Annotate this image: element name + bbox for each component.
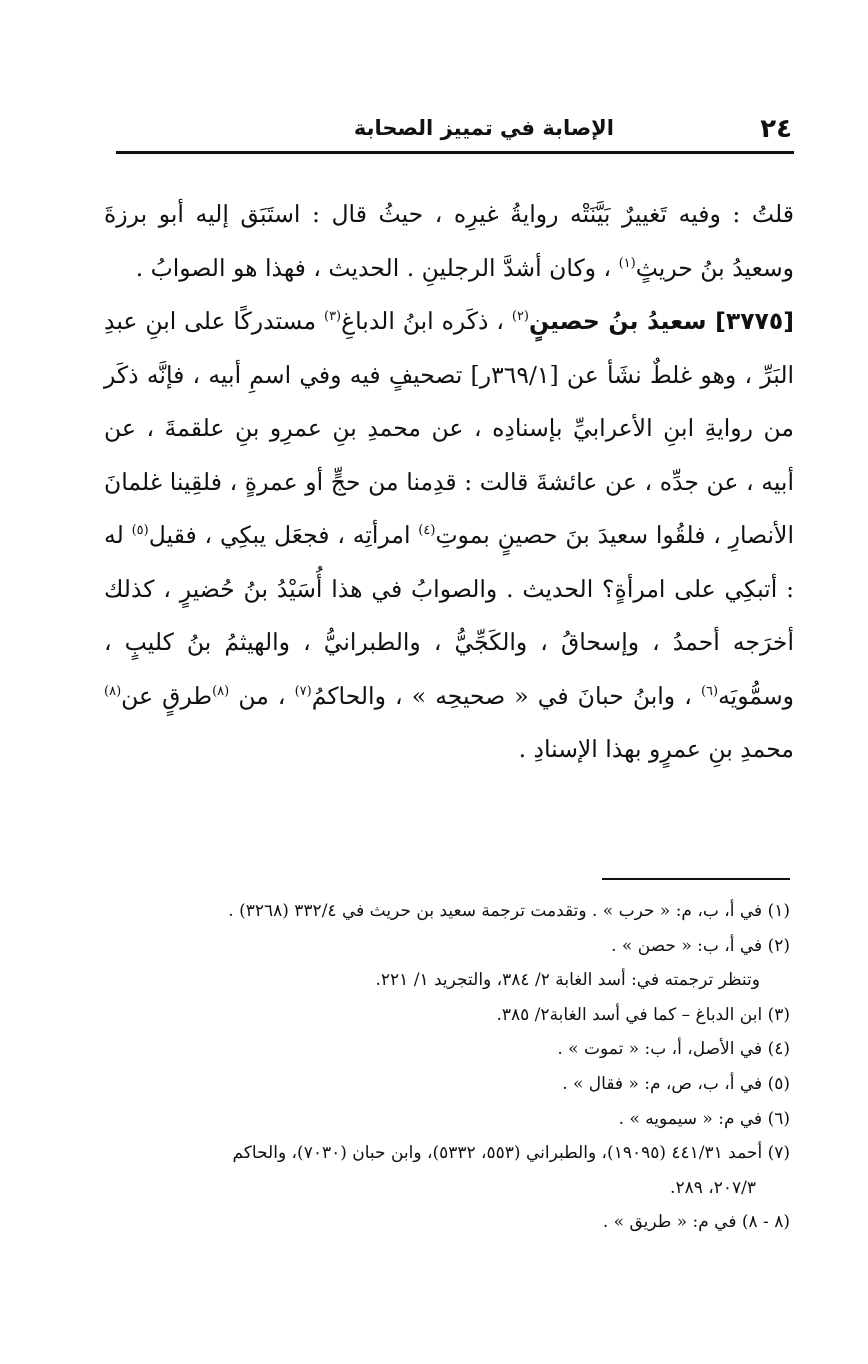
footnote-2-continuation: وتنظر ترجمته في: أسد الغابة ٢/ ٣٨٤، والتجريد ١/ ٢٢١. <box>375 970 760 991</box>
entry-text-5: ، وابنُ حبانَ في « صحيحِه » ، والحاكمُ <box>311 681 692 710</box>
entry-text-7: طرقٍ عن <box>121 681 213 710</box>
entry-heading: [٣٧٧٥] سعيدُ بنُ حصينٍ <box>529 307 794 335</box>
footnote-ref-3: (٣) <box>323 309 342 325</box>
page-number: ٢٤ <box>760 114 792 144</box>
footnote-8: (٨ - ٨) في م: « طريق » . <box>602 1212 790 1233</box>
footnote-ref-8-end: (٨) <box>104 683 122 699</box>
footnote-ref-8-start: (٨) <box>212 683 230 699</box>
paragraph-1 <box>104 188 794 295</box>
header-rule <box>116 151 794 154</box>
footnote-3: (٣) ابن الدباغ – كما في أسد الغابة٢/ ٣٨٥. <box>496 1004 790 1025</box>
footnote-1: (١) في أ، ب، م: « حرب » . وتقدمت ترجمة سعيد بن حريث في ٣٣٢/٤ (٣٢٦٨) . <box>228 901 790 921</box>
footnote-6: (٦) في م: « سيمويه » . <box>618 1108 790 1129</box>
footnote-ref-2: (٢) <box>511 309 529 325</box>
entry-text-2: مستدركًا على ابنِ عبدِ البَرِّ ، وهو غلطٌ نشَأ عن [٣٦٩/١ر] تصحيفٍ فيه وفي اسمِ أبيه ، فإنَّه ذكَر من روايةِ ابنِ الأعرابيِّ بإسنادِه ، عن محمدِ بنِ عمرِو بنِ علقمةَ ، عن أبيه ، عن جدِّه ، عن عائشةَ قالت : قدِمنا من حجٍّ أو عمرةٍ ، فلقِينا غلمانَ الأنصارِ ، فلقُوا سعيدَ بنَ حصينٍ بموتِ <box>104 307 795 549</box>
footnote-ref-4: (٤) <box>418 523 436 539</box>
entry-text-6: ، من <box>238 681 286 710</box>
footnote-7-continuation: ٢٠٧/٣، ٢٨٩. <box>670 1177 756 1198</box>
entry-text-1: ، ذكَره ابنُ الدباغِ <box>341 307 504 335</box>
footnote-4: (٤) في الأصل، أ، ب: « تموت » . <box>557 1039 790 1060</box>
page-header <box>118 112 794 152</box>
entry-text-3: امرأتِه ، فجعَل يبكِي ، فقيل <box>148 521 411 549</box>
paragraph-1-text: قلتُ : وفيه تَغييرٌ بَيَّنَتْه روايةُ غيرِه ، حيثُ قال : استَبَق إليه أبو برزةَ وسعيدُ بنُ حريثٍ <box>104 200 794 282</box>
footnote-ref-7: (٧) <box>294 683 312 699</box>
entry-text-8: محمدِ بنِ عمرٍو بهذا الإسنادِ . <box>518 735 794 763</box>
footnote-ref-6: (٦) <box>700 683 719 699</box>
footnote-ref-1: (١) <box>618 255 636 271</box>
footnote-5: (٥) في أ، ب، ص، م: « فقال » . <box>562 1073 790 1094</box>
footnote-7: (٧) أحمد ٤٤١/٣١ (١٩٠٩٥)، والطبراني (٥٥٣، ٥٣٣٢)، وابن حبان (٧٠٣٠)، والحاكم <box>232 1143 790 1164</box>
footnote-rule <box>602 878 790 880</box>
footnote-ref-5: (٥) <box>131 523 149 539</box>
main-text <box>104 188 794 777</box>
footnote-2: (٢) في أ، ب: « حصن » . <box>611 935 790 956</box>
entry-3775 <box>104 295 794 777</box>
paragraph-1-tail: ، وكان أشدَّ الرجلينِ . الحديث ، فهذا هو الصوابُ . <box>135 253 612 282</box>
entry-text-4: له : أتبكِي على امرأةٍ؟ الحديث . والصوابُ في هذا أُسَيْدُ بنُ حُضيرٍ ، كذلك أخرَجه أحمدُ ، وإسحاقُ ، والكَجِّيُّ ، والطبرانيُّ ، والهيثمُ بنُ كليبٍ ، وسمُّويَه <box>104 521 794 710</box>
running-title: الإصابة في تمييز الصحابة <box>353 116 614 140</box>
footnotes <box>100 894 790 1240</box>
